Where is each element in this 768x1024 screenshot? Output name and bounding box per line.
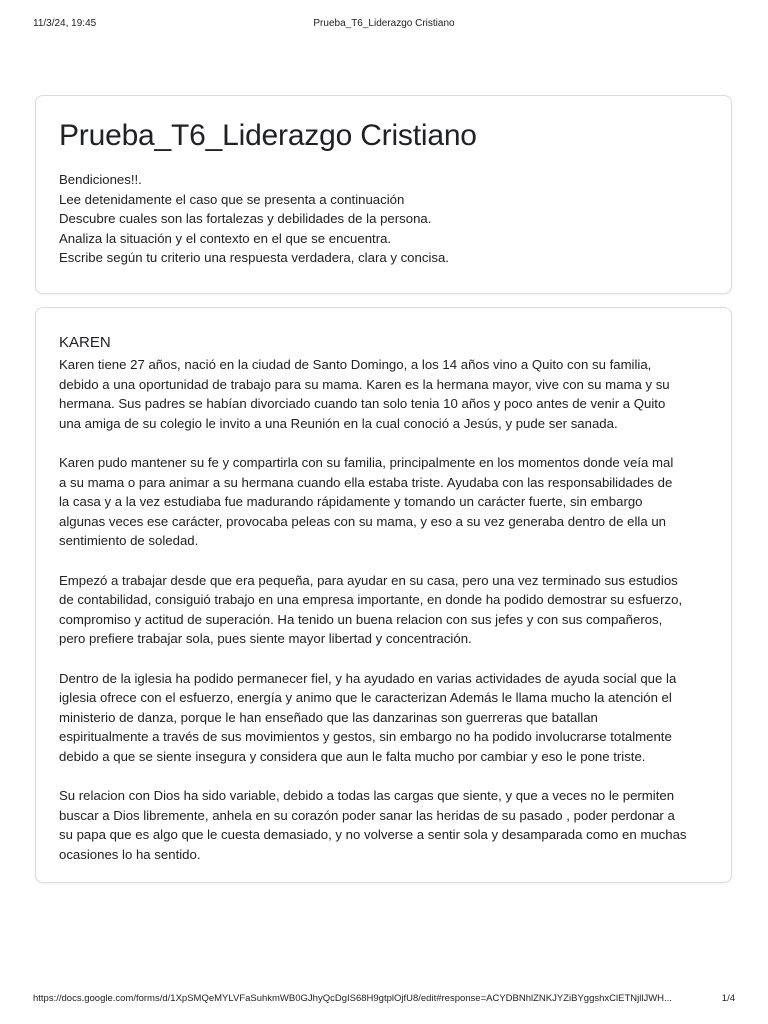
print-timestamp: 11/3/24, 19:45 — [33, 18, 97, 29]
print-document-title: Prueba_T6_Liderazgo Cristiano — [313, 18, 455, 29]
paragraph-line: debido a una oportunidad de trabajo para su mama. Karen es la hermana mayor, vive con su mama y su — [59, 376, 670, 392]
paragraph-line: a su mama o para animar a su hermana cuando ella estaba triste. Ayudaba con las responsabilidades de — [59, 474, 673, 490]
paragraph-line: ministerio de danza, porque le han enseñado que las danzarinas son guerreras que batallan — [59, 709, 598, 725]
form-title: Prueba_T6_Liderazgo Cristiano — [59, 119, 477, 152]
paragraph-line: Dentro de la iglesia ha podido permanecer fiel, y ha ayudado en varias actividades de ayuda social que la — [59, 670, 677, 686]
form-header-card — [35, 95, 732, 294]
paragraph-line: debido a que se siente insegura y considera que aun le falta mucho por cambiar y eso le pone triste. — [59, 748, 646, 764]
print-header — [33, 18, 735, 32]
description-line: Descubre cuales son las fortalezas y debilidades de la persona. — [59, 211, 432, 227]
case-paragraph — [59, 786, 707, 864]
form-description — [59, 170, 707, 268]
paragraph-line: algunas veces ese carácter, provocaba peleas con su mama, y eso a su vez generaba dentro de ella un — [59, 513, 666, 529]
paragraph-line: la casa y a la vez estudiaba fue madurando rápidamente y tomando un carácter fuerte, sin embargo — [59, 494, 643, 510]
case-paragraph — [59, 669, 707, 767]
paragraph-line: compromiso y actitud de superación. Ha tenido un buena relacion con sus jefes y con sus compañeros, — [59, 611, 663, 627]
page-url: https://docs.google.com/forms/d/1XpSMQeMYLVFaSuhkmWB0GJhyQcDgIS68H9gtplOjfU8/edit#response=ACYDBNhlZNKJYZiBYggshxClETNjllJWH... — [33, 993, 672, 1004]
description-line: Escribe según tu criterio una respuesta verdadera, clara y concisa. — [59, 250, 449, 266]
paragraph-line: iglesia ofrece con el esfuerzo, energía y animo que le caracterizan Además le llama mucho la atención el — [59, 690, 672, 706]
paragraph-line: pero prefiere trabajar sola, pues siente mayor libertad y concentración. — [59, 631, 472, 647]
description-line: Bendiciones!!. — [59, 172, 142, 187]
case-title: KAREN — [59, 334, 111, 351]
case-paragraph — [59, 571, 707, 649]
paragraph-line: hermana. Sus padres se habían divorciado cuando tan solo tenia 10 años y poco antes de venir a Quito — [59, 396, 666, 412]
description-line: Analiza la situación y el contexto en el que se encuentra. — [59, 230, 392, 246]
paragraph-line: espiritualmente a través de sus movimientos y gestos, sin embargo no ha podido involucrarse totalmente — [59, 729, 672, 745]
page-number: 1/4 — [721, 993, 735, 1004]
paragraph-line: Empezó a trabajar desde que era pequeña, para ayudar en su casa, pero una vez terminado sus estudios — [59, 572, 678, 588]
case-paragraph — [59, 453, 707, 551]
paragraph-line: de contabilidad, consiguió trabajo en una empresa importante, en donde ha podido demostrar su esfuerzo, — [59, 592, 683, 608]
paragraph-line: sentimiento de soledad. — [59, 533, 199, 549]
paragraph-line: su papa que es algo que le cuesta demasiado, y no volverse a sentir sola y desamparada como en muchas — [59, 827, 687, 843]
paragraph-line: buscar a Dios libremente, anhela en su corazón poder sanar las heridas de su pasado , poder perdonar a — [59, 807, 675, 823]
description-line: Lee detenidamente el caso que se presenta a continuación — [59, 191, 405, 207]
paragraph-line: Su relacion con Dios ha sido variable, debido a todas las cargas que siente, y que a veces no le permiten — [59, 788, 675, 804]
paragraph-line: ocasiones lo ha sentido. — [59, 846, 201, 862]
print-footer — [33, 993, 735, 1007]
paragraph-line: Karen pudo mantener su fe y compartirla con su familia, principalmente en los momentos donde veía mal — [59, 454, 674, 470]
paragraph-line: Karen tiene 27 años, nació en la ciudad de Santo Domingo, a los 14 años vino a Quito con su familia, — [59, 357, 652, 372]
case-paragraph — [59, 355, 707, 433]
paragraph-line: una amiga de su colegio le invito a una Reunión en la cual conoció a Jesús, y pude ser sanada. — [59, 415, 618, 431]
case-study-card — [35, 307, 732, 883]
